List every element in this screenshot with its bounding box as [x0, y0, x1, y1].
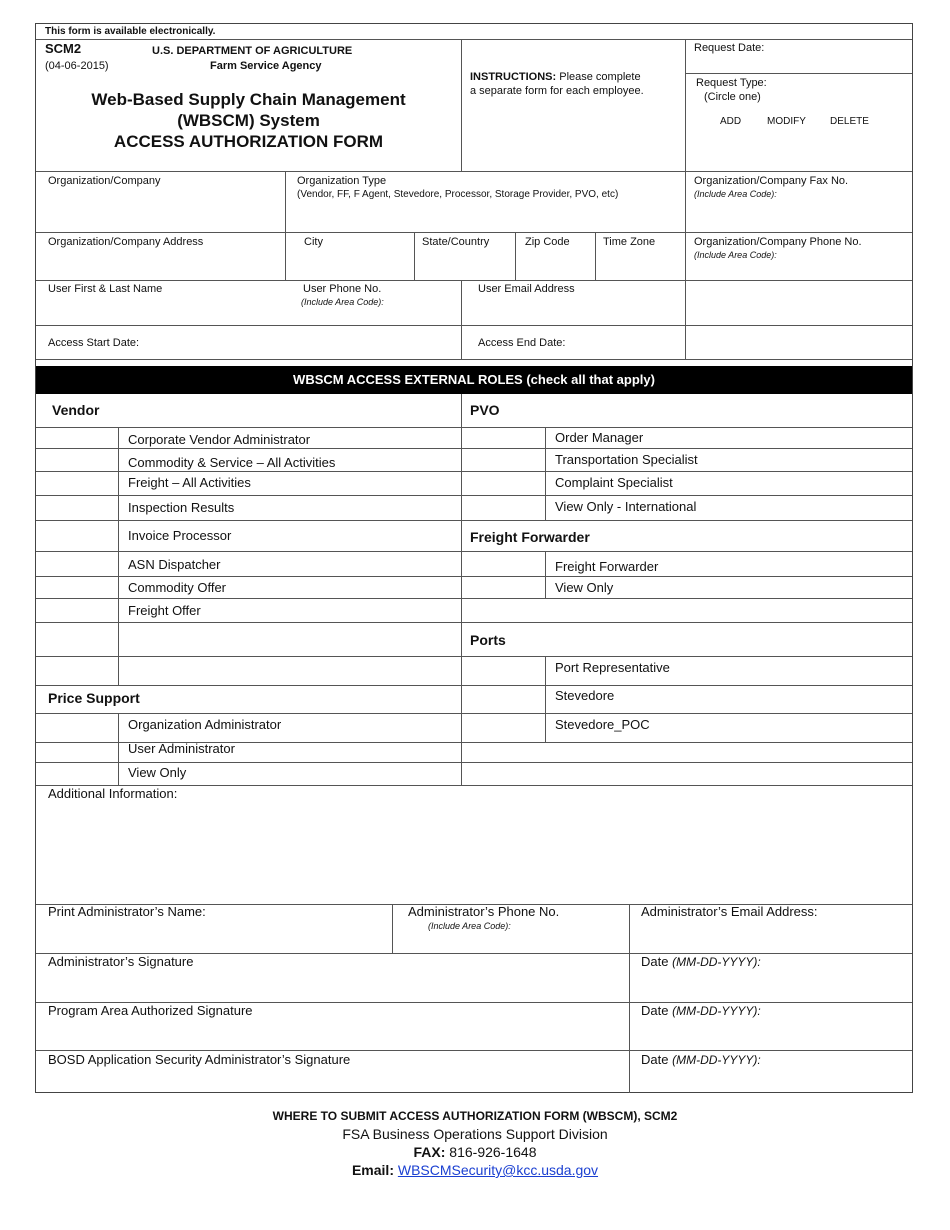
- divider: [545, 427, 546, 520]
- divider: [36, 762, 912, 763]
- form-revision: (04-06-2015): [45, 60, 109, 72]
- fax-footer-value: 816-926-1648: [445, 1144, 537, 1160]
- role-item[interactable]: Freight Offer: [128, 603, 201, 618]
- admin-phone-label[interactable]: Administrator’s Phone No.: [408, 904, 560, 919]
- org-type-label[interactable]: Organization Type: [297, 175, 387, 187]
- divider: [392, 904, 393, 953]
- form-id: SCM2: [45, 41, 82, 56]
- fax-hint: (Include Area Code):: [694, 189, 777, 199]
- role-item[interactable]: Commodity & Service – All Activities: [128, 455, 336, 470]
- role-item[interactable]: Stevedore: [555, 688, 615, 703]
- title-line: Web-Based Supply Chain Management: [91, 90, 406, 109]
- user-phone-hint: (Include Area Code):: [301, 297, 384, 307]
- admin-signature-date[interactable]: [641, 955, 761, 970]
- date-format: (MM-DD-YYYY):: [672, 1053, 761, 1067]
- additional-info-label[interactable]: Additional Information:: [48, 786, 178, 801]
- role-item[interactable]: View Only: [555, 580, 614, 595]
- divider: [461, 394, 462, 785]
- divider: [36, 656, 912, 657]
- city-label[interactable]: City: [304, 236, 323, 248]
- role-item[interactable]: Order Manager: [555, 430, 644, 445]
- divider: [36, 598, 912, 599]
- fax-line: [0, 1144, 950, 1160]
- role-item[interactable]: Corporate Vendor Administrator: [128, 432, 311, 447]
- page-title: [36, 89, 461, 152]
- admin-name-label[interactable]: Print Administrator’s Name:: [48, 904, 206, 919]
- request-type-modify[interactable]: MODIFY: [767, 116, 806, 127]
- role-item[interactable]: Complaint Specialist: [555, 475, 673, 490]
- divider: [36, 622, 912, 623]
- email-link[interactable]: WBSCMSecurity@kcc.usda.gov: [397, 1162, 599, 1178]
- ports-heading: Ports: [470, 632, 506, 648]
- address-label[interactable]: Organization/Company Address: [48, 236, 204, 248]
- access-start-label[interactable]: Access Start Date:: [48, 337, 140, 349]
- admin-phone-hint: (Include Area Code):: [428, 921, 511, 931]
- divider: [36, 520, 912, 521]
- divider: [118, 713, 119, 785]
- divider: [685, 39, 686, 359]
- divider: [414, 232, 415, 280]
- state-country-label[interactable]: State/Country: [422, 236, 490, 248]
- title-line: (WBSCM) System: [177, 111, 320, 130]
- time-zone-label[interactable]: Time Zone: [603, 236, 656, 248]
- request-type-hint: (Circle one): [704, 91, 761, 103]
- instructions-text: a separate form for each employee.: [470, 85, 644, 97]
- divider: [36, 471, 912, 472]
- instructions-label: INSTRUCTIONS:: [470, 71, 557, 83]
- divider: [545, 551, 546, 598]
- role-item[interactable]: View Only - International: [555, 499, 697, 514]
- divider: [285, 171, 286, 280]
- admin-email-label[interactable]: Administrator’s Email Address:: [641, 904, 818, 919]
- role-item[interactable]: Organization Administrator: [128, 717, 282, 732]
- role-item[interactable]: Freight – All Activities: [128, 475, 251, 490]
- divider: [629, 904, 630, 1093]
- request-type-label: Request Type:: [696, 77, 767, 89]
- divider: [36, 685, 912, 686]
- role-item[interactable]: Commodity Offer: [128, 580, 227, 595]
- instructions: [470, 71, 641, 84]
- phone-label[interactable]: Organization/Company Phone No.: [694, 236, 862, 248]
- zip-label[interactable]: Zip Code: [525, 236, 570, 248]
- role-item[interactable]: Port Representative: [555, 660, 670, 675]
- user-name-label[interactable]: User First & Last Name: [48, 283, 163, 295]
- org-company-label[interactable]: Organization/Company: [48, 175, 161, 187]
- program-signature-date[interactable]: [641, 1004, 761, 1019]
- role-item[interactable]: View Only: [128, 765, 187, 780]
- divider: [36, 280, 912, 281]
- roles-band: WBSCM ACCESS EXTERNAL ROLES (check all that apply): [36, 366, 912, 394]
- date-label: Date: [641, 1003, 669, 1018]
- phone-hint: (Include Area Code):: [694, 250, 777, 260]
- divider: [545, 656, 546, 742]
- date-label: Date: [641, 1052, 669, 1067]
- price-support-heading: Price Support: [48, 690, 140, 706]
- role-item[interactable]: ASN Dispatcher: [128, 557, 221, 572]
- pvo-heading: PVO: [470, 402, 500, 418]
- fax-footer-label: FAX:: [413, 1144, 446, 1160]
- divider: [36, 171, 912, 172]
- availability-note: This form is available electronically.: [45, 26, 216, 37]
- admin-signature-label[interactable]: Administrator’s Signature: [48, 954, 194, 969]
- org-type-hint: (Vendor, FF, F Agent, Stevedore, Processor, Storage Provider, PVO, etc): [297, 189, 619, 200]
- divider: [595, 232, 596, 280]
- fax-label[interactable]: Organization/Company Fax No.: [694, 175, 849, 187]
- divider: [36, 551, 912, 552]
- bosd-signature-date[interactable]: [641, 1053, 761, 1068]
- divider: [36, 359, 912, 360]
- divider: [461, 39, 462, 171]
- role-item[interactable]: Transportation Specialist: [555, 452, 698, 467]
- email-footer-label: Email:: [351, 1162, 394, 1178]
- email-line: [0, 1162, 950, 1178]
- role-item[interactable]: Freight Forwarder: [555, 559, 659, 574]
- divider: [36, 232, 912, 233]
- role-item[interactable]: Invoice Processor: [128, 528, 232, 543]
- program-signature-label[interactable]: Program Area Authorized Signature: [48, 1003, 253, 1018]
- title-line: ACCESS AUTHORIZATION FORM: [113, 132, 384, 151]
- date-label: Date: [641, 954, 669, 969]
- request-type-add[interactable]: ADD: [720, 116, 742, 127]
- instructions-text: Please complete: [559, 71, 641, 83]
- divider: [36, 713, 912, 714]
- role-item[interactable]: Inspection Results: [128, 500, 235, 515]
- freight-forwarder-heading: Freight Forwarder: [470, 529, 590, 545]
- division-name: FSA Business Operations Support Division: [342, 1126, 608, 1142]
- vendor-heading: Vendor: [52, 402, 100, 418]
- bosd-signature-label[interactable]: BOSD Application Security Administrator’s Signature: [48, 1052, 351, 1067]
- divider: [36, 39, 912, 40]
- divider: [36, 576, 912, 577]
- submit-heading: WHERE TO SUBMIT ACCESS AUTHORIZATION FORM (WBSCM), SCM2: [272, 1109, 678, 1123]
- date-format: (MM-DD-YYYY):: [672, 955, 761, 969]
- department: U.S. DEPARTMENT OF AGRICULTURE: [152, 45, 353, 57]
- agency: Farm Service Agency: [210, 60, 322, 72]
- date-format: (MM-DD-YYYY):: [672, 1004, 761, 1018]
- divider: [36, 1050, 912, 1051]
- divider: [36, 448, 912, 449]
- divider: [685, 73, 912, 74]
- role-item[interactable]: User Administrator: [128, 741, 235, 756]
- user-phone-label[interactable]: User Phone No.: [303, 283, 382, 295]
- divider: [515, 232, 516, 280]
- divider: [36, 495, 912, 496]
- request-date-label: Request Date:: [694, 42, 765, 54]
- role-item[interactable]: Stevedore_POC: [555, 717, 650, 732]
- access-end-label[interactable]: Access End Date:: [478, 337, 566, 349]
- divider: [118, 427, 119, 685]
- divider: [461, 280, 462, 359]
- user-email-label[interactable]: User Email Address: [478, 283, 575, 295]
- divider: [36, 427, 912, 428]
- request-type-delete[interactable]: DELETE: [830, 116, 869, 127]
- divider: [36, 325, 912, 326]
